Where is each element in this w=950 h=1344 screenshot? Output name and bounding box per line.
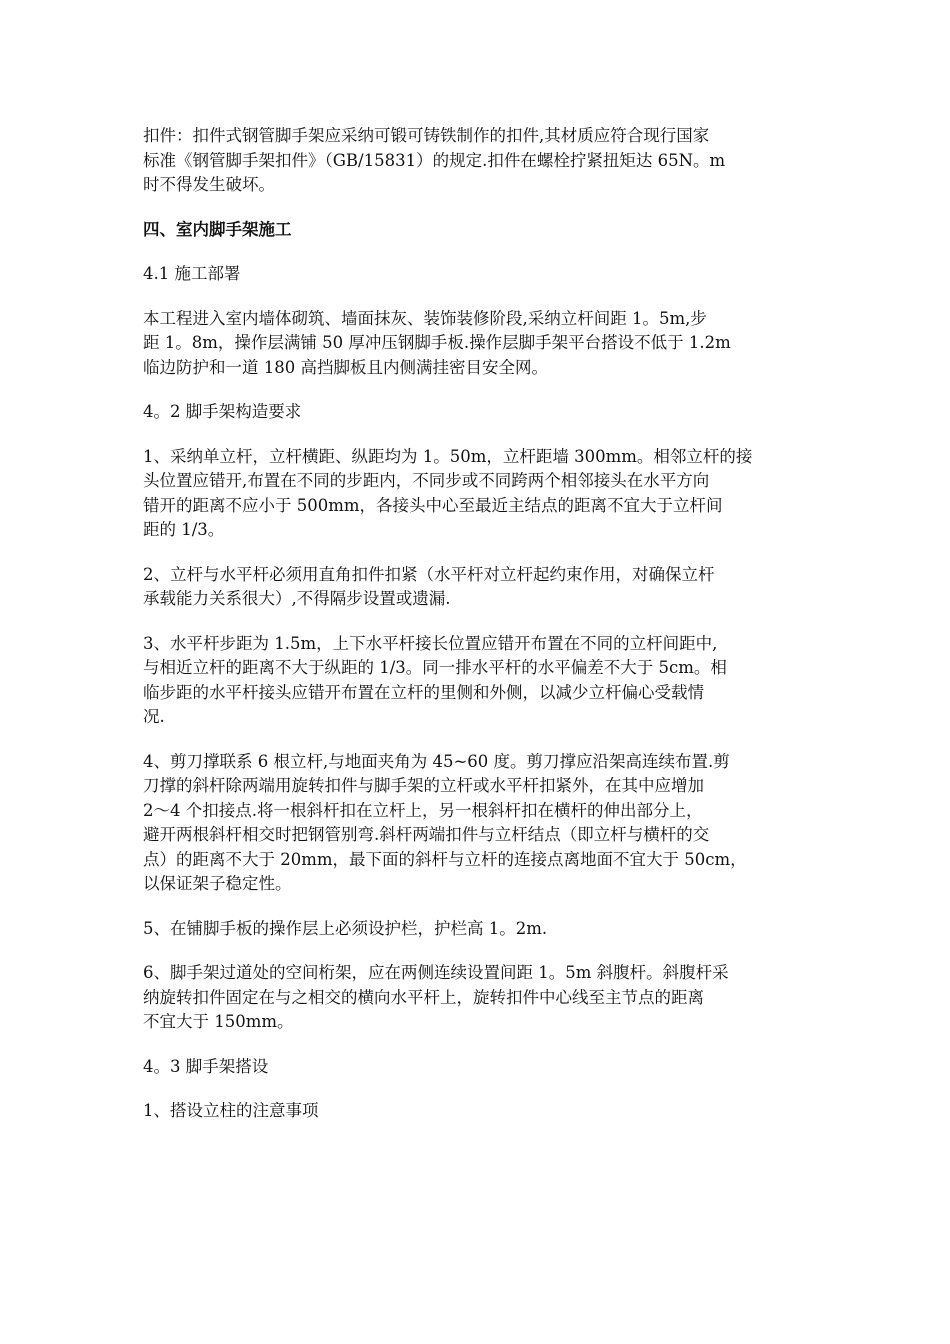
text-line: 错开的距离不应小于 500mm，各接头中心至最近主结点的距离不宜大于立杆间 — [143, 495, 723, 515]
text-line: 纳旋转扣件固定在与之相交的横向水平杆上，旋转扣件中心线至主节点的距离 — [143, 987, 704, 1007]
text-line: 1、采纳单立杆，立杆横距、纵距均为 1。50m，立杆距墙 300mm。相邻立杆的接 — [143, 446, 753, 466]
paragraph — [143, 262, 808, 287]
text-line: 2～4 个扣接点.将一根斜杆扣在立杆上，另一根斜杆扣在横杆的伸出部分上， — [143, 800, 703, 820]
text-line: 以保证架子稳定性。 — [143, 874, 292, 893]
text-line: 本工程进入室内墙体砌筑、墙面抹灰、装饰装修阶段,采纳立杆间距 1。5m,步 — [143, 308, 707, 328]
text-line: 不宜大于 150mm。 — [143, 1012, 294, 1031]
text-line: 3、水平杆步距为 1.5m，上下水平杆接长位置应错开布置在不同的立杆间距中, — [143, 633, 718, 653]
text-line: 四、室内脚手架施工 — [143, 219, 292, 239]
text-line: 4。3 脚手架搭设 — [143, 1056, 269, 1076]
text-line: 1、搭设立柱的注意事项 — [143, 1101, 319, 1120]
text-line: 临步距的水平杆接头应错开布置在立杆的里侧和外侧，以减少立杆偏心受载情 — [143, 682, 704, 702]
text-line: 距 1。8m，操作层满铺 50 厚冲压钢脚手板.操作层脚手架平台搭设不低于 1.2m — [143, 333, 731, 352]
text-line: 避开两根斜杆相交时把钢管别弯.斜杆两端扣件与立杆结点（即立杆与横杆的交 — [143, 825, 710, 844]
text-line: 与相近立杆的距离不大于纵距的 1/3。同一排水平杆的水平偏差不大于 5cm。相 — [143, 658, 727, 677]
paragraph — [143, 307, 808, 381]
paragraph — [143, 400, 808, 425]
text-line: 4、剪刀撑联系 6 根立杆,与地面夹角为 45~60 度。剪刀撑应沿架高连续布置.剪 — [143, 751, 730, 771]
text-line: 点）的距离不大于 20mm，最下面的斜杆与立杆的连接点离地面不宜大于 50cm， — [143, 849, 747, 869]
paragraph — [143, 1099, 808, 1124]
paragraph — [143, 750, 808, 897]
text-line: 距的 1/3。 — [143, 520, 225, 539]
paragraph — [143, 563, 808, 612]
paragraph — [143, 917, 808, 942]
text-line: 6、脚手架过道处的空间桁架，应在两侧连续设置间距 1。5m 斜腹杆。斜腹杆采 — [143, 963, 729, 982]
paragraph — [143, 961, 808, 1035]
text-line: 2、立杆与水平杆必须用直角扣件扣紧（水平杆对立杆起约束作用，对确保立杆 — [143, 564, 715, 584]
text-line: 4。2 脚手架构造要求 — [143, 402, 302, 421]
paragraph — [143, 632, 808, 730]
document-body — [143, 124, 808, 1144]
text-line: 5、在铺脚手板的操作层上必须设护栏，护栏高 1。2m. — [143, 918, 548, 938]
paragraph — [143, 1055, 808, 1080]
text-line: 4.1 施工部署 — [143, 264, 241, 283]
section-heading — [143, 218, 808, 243]
text-line: 扣件：扣件式钢管脚手架应采纳可锻可铸铁制作的扣件,其材质应符合现行国家 — [143, 126, 710, 145]
paragraph — [143, 445, 808, 543]
text-line: 承载能力关系很大）,不得隔步设置或遗漏. — [143, 589, 451, 608]
text-line: 标准《钢管脚手架扣件》（GB/15831）的规定.扣件在螺栓拧紧扭矩达 65N。m — [143, 150, 726, 170]
text-line: 时不得发生破坏。 — [143, 175, 275, 194]
text-line: 临边防护和一道 180 高挡脚板且内侧满挂密目安全网。 — [143, 357, 548, 377]
text-line: 刀撑的斜杆除两端用旋转扣件与脚手架的立杆或水平杆扣紧外，在其中应增加 — [143, 776, 704, 795]
text-line: 况. — [143, 707, 165, 726]
paragraph — [143, 124, 808, 198]
text-line: 头位置应错开,布置在不同的步距内，不同步或不同跨两个相邻接头在水平方向 — [143, 471, 710, 490]
